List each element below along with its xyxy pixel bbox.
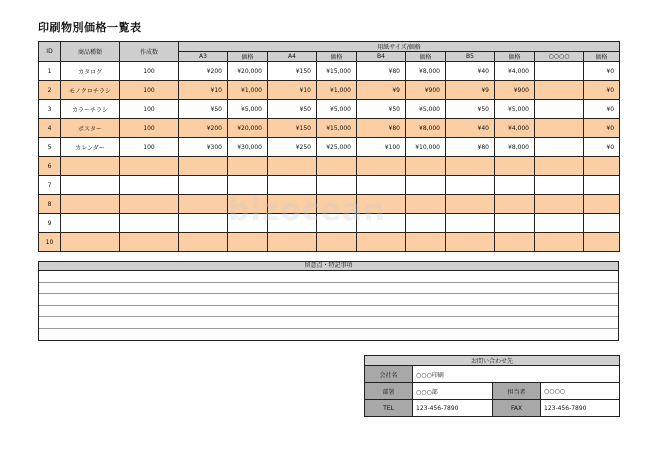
row-price-cell[interactable]: ¥15,000: [317, 62, 357, 81]
row-product-name[interactable]: ポスター: [61, 119, 120, 138]
header-size-4: B4: [357, 52, 406, 62]
row-price-cell[interactable]: [495, 214, 535, 233]
row-price-cell[interactable]: [179, 214, 228, 233]
row-price-cell[interactable]: [228, 176, 268, 195]
header-size-3: 価格: [317, 52, 357, 62]
row-price-cell[interactable]: [535, 119, 584, 138]
row-price-cell[interactable]: ¥0: [584, 119, 620, 138]
table-row: [39, 100, 620, 119]
row-price-cell[interactable]: ¥25,000: [317, 138, 357, 157]
row-price-cell[interactable]: [535, 81, 584, 100]
tel-value: 123-456-7890: [413, 400, 493, 417]
row-id: 6: [39, 157, 61, 176]
row-price-cell[interactable]: [179, 157, 228, 176]
row-price-cell[interactable]: [535, 62, 584, 81]
row-price-cell[interactable]: ¥15,000: [317, 119, 357, 138]
row-price-cell[interactable]: [179, 195, 228, 214]
row-price-cell[interactable]: ¥50: [446, 100, 495, 119]
row-price-cell[interactable]: ¥900: [495, 81, 535, 100]
contact-header: お問い合わせ先: [365, 356, 620, 366]
row-product-name[interactable]: [61, 233, 120, 252]
header-size-5: 価格: [406, 52, 446, 62]
row-price-cell[interactable]: [535, 138, 584, 157]
row-price-cell[interactable]: [535, 233, 584, 252]
header-size-1: 価格: [228, 52, 268, 62]
row-price-cell[interactable]: ¥200: [179, 119, 228, 138]
table-row: [39, 233, 620, 252]
row-price-cell[interactable]: [357, 176, 406, 195]
header-paper-size-group: 用紙サイズ/価格: [179, 42, 620, 52]
row-price-cell[interactable]: [584, 176, 620, 195]
header-size-9: 価格: [584, 52, 620, 62]
tel-label: TEL: [365, 400, 413, 417]
row-id: 1: [39, 62, 61, 81]
row-quantity[interactable]: 100: [120, 119, 179, 138]
row-price-cell[interactable]: ¥5,000: [317, 100, 357, 119]
table-row: [39, 176, 620, 195]
row-price-cell[interactable]: [317, 214, 357, 233]
row-price-cell[interactable]: [446, 214, 495, 233]
notes-line[interactable]: [39, 271, 618, 283]
row-price-cell[interactable]: ¥150: [268, 119, 317, 138]
row-price-cell[interactable]: ¥80: [357, 62, 406, 81]
row-price-cell[interactable]: ¥900: [406, 81, 446, 100]
row-price-cell[interactable]: [584, 233, 620, 252]
table-row: [39, 157, 620, 176]
row-price-cell[interactable]: ¥30,000: [228, 138, 268, 157]
price-table: [38, 41, 620, 252]
table-row: [39, 81, 620, 100]
row-price-cell[interactable]: [406, 233, 446, 252]
row-price-cell[interactable]: ¥10: [268, 81, 317, 100]
row-price-cell[interactable]: ¥5,000: [495, 100, 535, 119]
row-price-cell[interactable]: [357, 233, 406, 252]
row-quantity[interactable]: [120, 195, 179, 214]
row-price-cell[interactable]: [268, 195, 317, 214]
table-row: [39, 195, 620, 214]
row-price-cell[interactable]: [406, 195, 446, 214]
person-value: ○○○○: [541, 383, 620, 400]
row-price-cell[interactable]: [268, 214, 317, 233]
row-quantity[interactable]: 100: [120, 62, 179, 81]
row-quantity[interactable]: [120, 233, 179, 252]
row-product-name[interactable]: [61, 214, 120, 233]
row-quantity[interactable]: [120, 214, 179, 233]
row-price-cell[interactable]: ¥40: [446, 62, 495, 81]
row-price-cell[interactable]: ¥0: [584, 100, 620, 119]
row-price-cell[interactable]: ¥9: [446, 81, 495, 100]
row-price-cell[interactable]: [317, 195, 357, 214]
row-product-name[interactable]: [61, 157, 120, 176]
row-price-cell[interactable]: ¥10: [179, 81, 228, 100]
row-price-cell[interactable]: [228, 233, 268, 252]
fax-value: 123-456-7890: [541, 400, 620, 417]
notes-line[interactable]: [39, 329, 618, 341]
header-product-type: 商品種類: [61, 42, 120, 62]
row-price-cell[interactable]: ¥4,000: [495, 119, 535, 138]
row-price-cell[interactable]: [495, 157, 535, 176]
department-value: ○○○部: [413, 383, 493, 400]
header-size-2: A4: [268, 52, 317, 62]
row-price-cell[interactable]: ¥10,000: [406, 138, 446, 157]
row-price-cell[interactable]: [535, 157, 584, 176]
row-price-cell[interactable]: [268, 176, 317, 195]
row-price-cell[interactable]: [406, 214, 446, 233]
row-price-cell[interactable]: [535, 214, 584, 233]
row-price-cell[interactable]: ¥150: [268, 62, 317, 81]
row-id: 2: [39, 81, 61, 100]
row-price-cell[interactable]: [535, 195, 584, 214]
row-price-cell[interactable]: [357, 214, 406, 233]
row-price-cell[interactable]: ¥80: [357, 119, 406, 138]
row-price-cell[interactable]: [317, 176, 357, 195]
header-quantity: 作成数: [120, 42, 179, 62]
contact-table: [364, 355, 620, 417]
row-id: 9: [39, 214, 61, 233]
watermark-logo: bizocean: [228, 193, 386, 228]
header-id: ID: [39, 42, 61, 62]
row-price-cell[interactable]: [535, 176, 584, 195]
department-label: 部署: [365, 383, 413, 400]
row-price-cell[interactable]: ¥50: [268, 100, 317, 119]
row-product-name[interactable]: カラーチラシ: [61, 100, 120, 119]
row-quantity[interactable]: 100: [120, 81, 179, 100]
row-id: 7: [39, 176, 61, 195]
notes-line[interactable]: [39, 317, 618, 329]
header-size-6: B5: [446, 52, 495, 62]
row-price-cell[interactable]: [317, 157, 357, 176]
row-price-cell[interactable]: [446, 157, 495, 176]
row-price-cell[interactable]: ¥4,000: [495, 62, 535, 81]
row-price-cell[interactable]: ¥100: [357, 138, 406, 157]
row-product-name[interactable]: [61, 195, 120, 214]
row-product-name[interactable]: モノクロチラシ: [61, 81, 120, 100]
row-price-cell[interactable]: [406, 157, 446, 176]
notes-line[interactable]: [39, 283, 618, 295]
row-quantity[interactable]: 100: [120, 138, 179, 157]
row-price-cell[interactable]: [584, 157, 620, 176]
row-product-name[interactable]: カタログ: [61, 62, 120, 81]
row-quantity[interactable]: [120, 176, 179, 195]
row-id: 5: [39, 138, 61, 157]
row-price-cell[interactable]: ¥5,000: [406, 100, 446, 119]
row-price-cell[interactable]: [228, 214, 268, 233]
row-quantity[interactable]: 100: [120, 100, 179, 119]
row-price-cell[interactable]: [495, 195, 535, 214]
table-row: [39, 62, 620, 81]
row-price-cell[interactable]: ¥1,000: [228, 81, 268, 100]
row-price-cell[interactable]: ¥40: [446, 119, 495, 138]
row-price-cell[interactable]: ¥0: [584, 62, 620, 81]
row-price-cell[interactable]: [228, 157, 268, 176]
row-price-cell[interactable]: [179, 233, 228, 252]
row-price-cell[interactable]: ¥80: [446, 138, 495, 157]
row-price-cell[interactable]: ¥50: [357, 100, 406, 119]
row-price-cell[interactable]: [228, 195, 268, 214]
row-price-cell[interactable]: [357, 195, 406, 214]
row-price-cell[interactable]: [268, 233, 317, 252]
row-price-cell[interactable]: [495, 176, 535, 195]
notes-section: [38, 261, 619, 341]
row-price-cell[interactable]: ¥0: [584, 138, 620, 157]
row-price-cell[interactable]: ¥5,000: [228, 100, 268, 119]
row-price-cell[interactable]: [357, 157, 406, 176]
row-price-cell[interactable]: ¥20,000: [228, 119, 268, 138]
company-label: 会社名: [365, 366, 413, 383]
document-title: 印刷物別価格一覧表: [38, 21, 142, 34]
notes-header: 留意点・特記事項: [39, 262, 618, 271]
table-row: [39, 119, 620, 138]
notes-line[interactable]: [39, 306, 618, 318]
row-product-name[interactable]: [61, 176, 120, 195]
row-price-cell[interactable]: [179, 176, 228, 195]
row-price-cell[interactable]: [495, 233, 535, 252]
row-price-cell[interactable]: [535, 100, 584, 119]
row-price-cell[interactable]: [317, 233, 357, 252]
row-price-cell[interactable]: ¥50: [179, 100, 228, 119]
row-price-cell[interactable]: ¥9: [357, 81, 406, 100]
person-label: 担当者: [493, 383, 541, 400]
row-id: 8: [39, 195, 61, 214]
row-id: 10: [39, 233, 61, 252]
row-price-cell[interactable]: [584, 214, 620, 233]
header-size-0: A3: [179, 52, 228, 62]
fax-label: FAX: [493, 400, 541, 417]
row-price-cell[interactable]: ¥200: [179, 62, 228, 81]
header-size-7: 価格: [495, 52, 535, 62]
row-price-cell[interactable]: ¥8,000: [406, 62, 446, 81]
row-price-cell[interactable]: ¥1,000: [317, 81, 357, 100]
header-size-8: ○○○○: [535, 52, 584, 62]
row-quantity[interactable]: [120, 157, 179, 176]
row-product-name[interactable]: カレンダー: [61, 138, 120, 157]
row-price-cell[interactable]: ¥250: [268, 138, 317, 157]
row-price-cell[interactable]: [268, 157, 317, 176]
row-price-cell[interactable]: [446, 176, 495, 195]
row-price-cell[interactable]: ¥300: [179, 138, 228, 157]
row-price-cell[interactable]: [584, 195, 620, 214]
row-price-cell[interactable]: ¥0: [584, 81, 620, 100]
row-price-cell[interactable]: ¥8,000: [406, 119, 446, 138]
row-price-cell[interactable]: [446, 233, 495, 252]
table-row: [39, 138, 620, 157]
row-price-cell[interactable]: ¥20,000: [228, 62, 268, 81]
row-price-cell[interactable]: ¥8,000: [495, 138, 535, 157]
row-id: 4: [39, 119, 61, 138]
notes-line[interactable]: [39, 294, 618, 306]
table-row: [39, 214, 620, 233]
company-value: ○○○印刷: [413, 366, 620, 383]
row-price-cell[interactable]: [406, 176, 446, 195]
row-id: 3: [39, 100, 61, 119]
row-price-cell[interactable]: [446, 195, 495, 214]
